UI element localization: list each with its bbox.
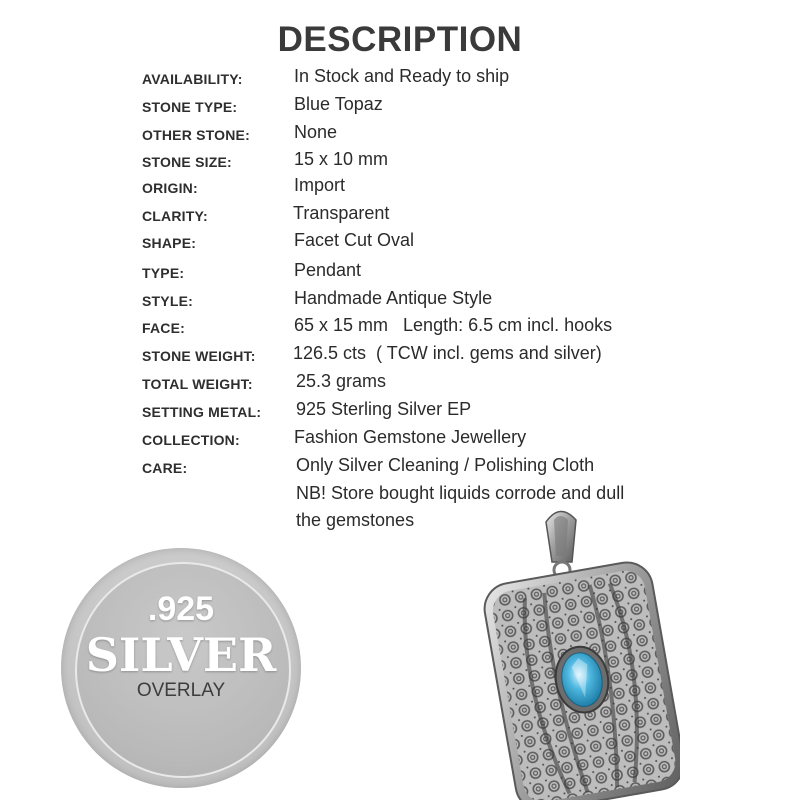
spec-label: CLARITY: — [142, 208, 208, 224]
spec-label: STONE TYPE: — [142, 99, 238, 115]
spec-label: SETTING METAL: — [142, 404, 262, 420]
spec-row-face — [0, 315, 800, 339]
spec-value: Import — [294, 175, 346, 195]
spec-value: Transparent — [293, 203, 390, 223]
spec-row-stone-weight — [0, 343, 800, 367]
spec-row-style — [0, 288, 800, 312]
spec-row-other-stone — [0, 122, 800, 146]
spec-label: STONE SIZE: — [142, 154, 232, 170]
page-title: DESCRIPTION — [277, 20, 523, 59]
spec-value: In Stock and Ready to ship — [294, 66, 510, 86]
pendant-image — [480, 500, 680, 800]
badge-subtitle: OVERLAY — [136, 680, 226, 701]
spec-label: ORIGIN: — [142, 180, 198, 196]
spec-label: STYLE: — [142, 293, 193, 309]
spec-row-shape — [0, 230, 800, 254]
spec-value: Handmade Antique Style — [294, 288, 493, 308]
spec-row-origin — [0, 175, 800, 199]
spec-row-care — [0, 455, 800, 479]
spec-row-stone-type — [0, 94, 800, 118]
spec-value: 65 x 15 mm Length: 6.5 cm incl. hooks — [294, 315, 613, 335]
spec-value: Blue Topaz — [294, 94, 383, 114]
spec-row-type — [0, 260, 800, 284]
badge-word: SILVER — [85, 628, 277, 682]
spec-label: SHAPE: — [142, 235, 197, 251]
spec-value: None — [294, 122, 338, 142]
badge-number: .925 — [147, 590, 215, 628]
spec-label: STONE WEIGHT: — [142, 348, 256, 364]
spec-label: TOTAL WEIGHT: — [142, 376, 253, 392]
spec-value: Fashion Gemstone Jewellery — [294, 427, 527, 447]
spec-value: 15 x 10 mm — [294, 149, 389, 169]
spec-label: FACE: — [142, 320, 185, 336]
spec-value: Facet Cut Oval — [294, 230, 415, 250]
pendant-body — [480, 558, 680, 800]
spec-value: Pendant — [294, 260, 362, 280]
spec-row-availability — [0, 66, 800, 90]
spec-label: TYPE: — [142, 265, 185, 281]
care-note-line: the gemstones — [296, 510, 415, 530]
spec-row-collection — [0, 427, 800, 451]
spec-value: 126.5 cts ( TCW incl. gems and silver) — [293, 343, 602, 363]
care-note-line: NB! Store bought liquids corrode and dull — [296, 483, 625, 503]
spec-label: OTHER STONE: — [142, 127, 250, 143]
spec-value: Only Silver Cleaning / Polishing Cloth — [296, 455, 595, 475]
spec-row-setting-metal — [0, 399, 800, 423]
spec-row-stone-size — [0, 149, 800, 173]
spec-label: COLLECTION: — [142, 432, 240, 448]
spec-value: 925 Sterling Silver EP — [296, 399, 472, 419]
spec-label: CARE: — [142, 460, 188, 476]
spec-row-clarity — [0, 203, 800, 227]
silver-overlay-badge — [61, 548, 301, 788]
spec-row-total-weight — [0, 371, 800, 395]
spec-value: 25.3 grams — [296, 371, 387, 391]
spec-label: AVAILABILITY: — [142, 71, 243, 87]
